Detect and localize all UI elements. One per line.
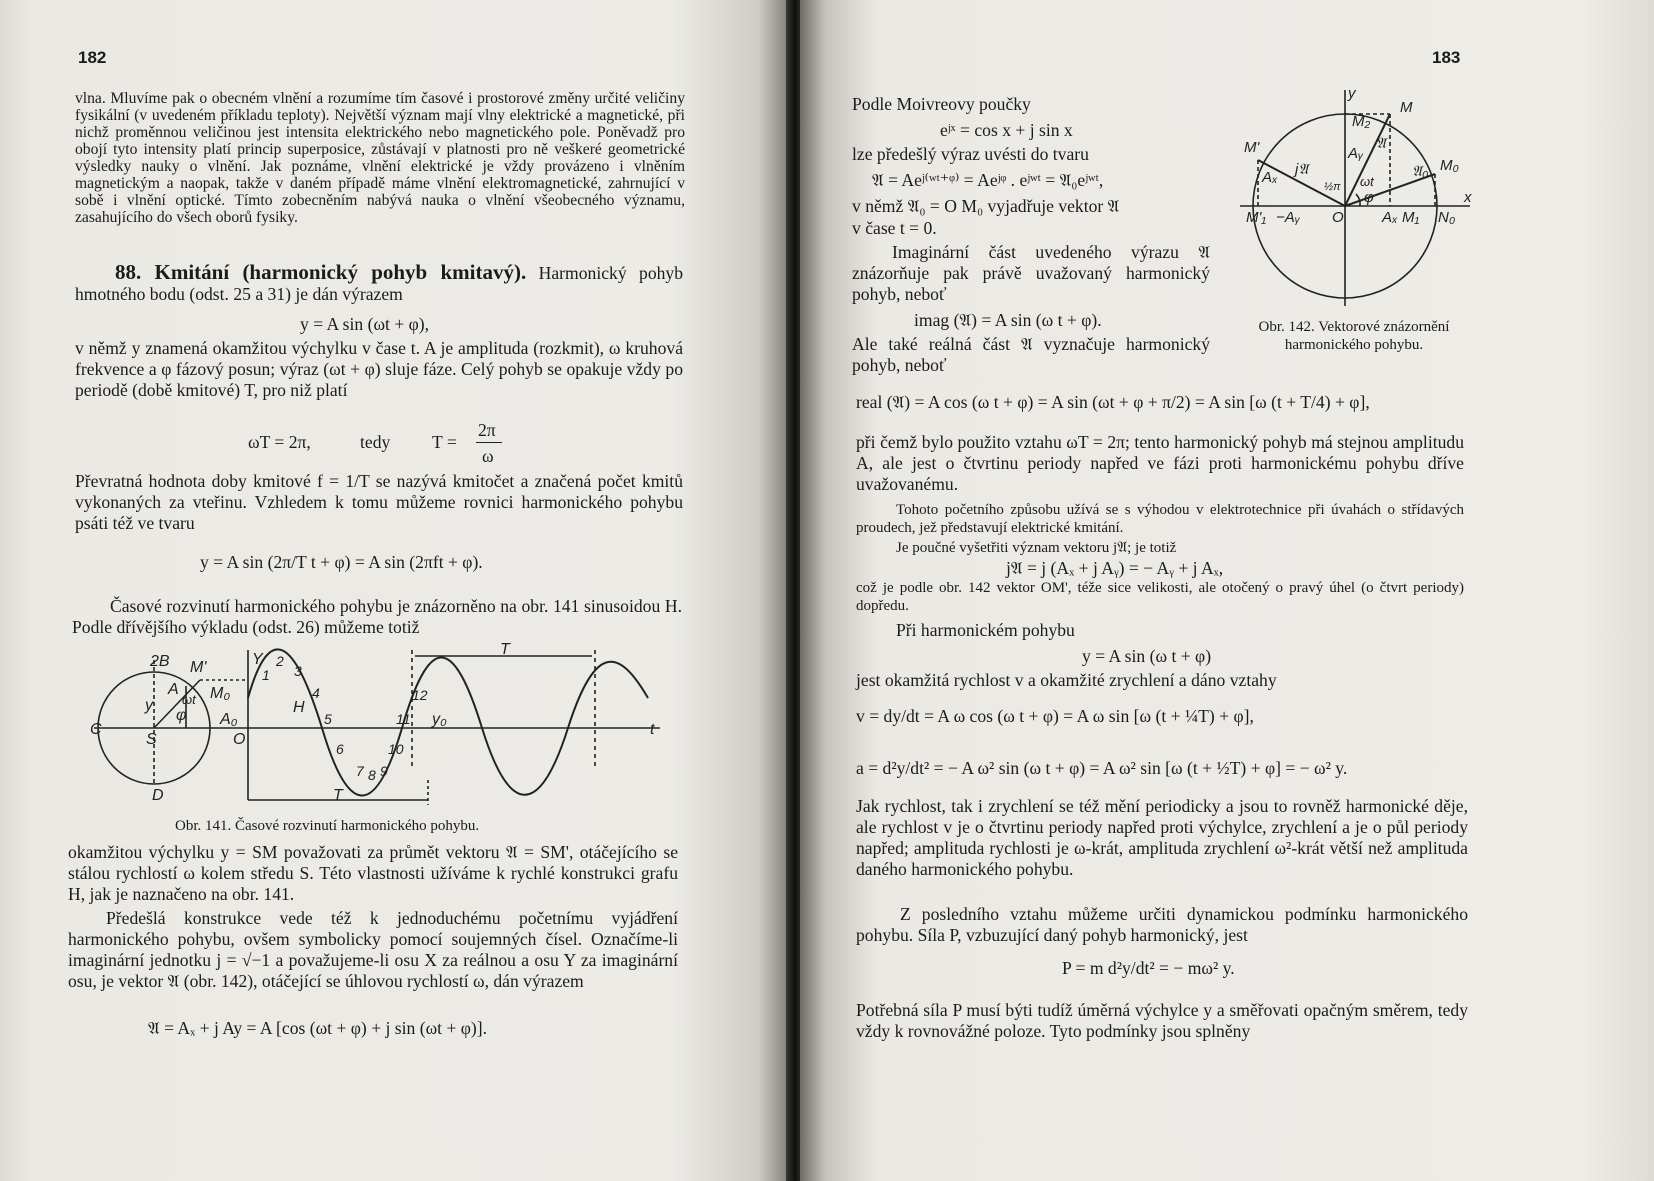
- line-2: lze předešlý výraz uvésti do tvaru: [852, 144, 1089, 164]
- equation-4: 𝔄 = Aₓ + j Ay = A [cos (ωt + φ) + j sin (ωt + φ)].: [148, 1018, 488, 1038]
- label-M1: M': [190, 659, 207, 676]
- figure-142-caption: Obr. 142. Vektorové znázornění harmonického pohybu.: [1258, 319, 1450, 353]
- paragraph-5: okamžitou výchylku y = SM považovati za průmět vektoru 𝔄 = SM', otáčejícího se stálou rychlostí ω kolem středu S. Této vlastnosti užíváme k rychlé konstrukci grafu H, jak je naznačeno na obr. 141.: [68, 842, 678, 904]
- label-C: C: [90, 721, 102, 738]
- label-M2: M₂: [1352, 113, 1371, 130]
- label-M0: M₀: [1440, 157, 1459, 174]
- paragraph-9: Jak rychlost, tak i zrychlení se též mění periodicky a jsou to rovněž harmonické děje, ale rychlost v je o čtvrtinu periody napřed proti výchylce, zrychlení a je o půl periody napřed; amplituda rychlosti je ω-krát, amplituda zrychlení ω²-krát větší než amplituda daného harmonického pohybu.: [856, 796, 1468, 879]
- label-phi: φ: [1364, 189, 1374, 206]
- label-A0: 𝔄₀: [1412, 163, 1429, 180]
- label-M0: M₀: [210, 685, 231, 702]
- equation-real: real (𝔄) = A cos (ω t + φ) = A sin (ωt + φ + π/2) = A sin [ω (t + T/4) + φ],: [856, 392, 1370, 412]
- paragraph-11: Potřebná síla P musí býti tudíž úměrná výchylce y a směřovati opačným směrem, tedy vždy k rovnovážné poloze. Tyto podmínky jsou splněny: [856, 1000, 1468, 1041]
- line-5: Imaginární část uvedeného výrazu 𝔄 znázorňuje pak právě uvažovaný harmonický pohyb, neboť: [852, 242, 1210, 304]
- tick-number: 11: [396, 711, 411, 727]
- label-A: 𝔄: [1376, 135, 1386, 152]
- tick-number: 12: [412, 687, 428, 703]
- line-6: Ale také reálná část 𝔄 vyznačuje harmonický pohyb, neboť: [852, 334, 1210, 375]
- paragraph-4: Časové rozvinutí harmonického pohybu je znázorněno na obr. 141 sinusoidou H. Podle dřívějšího výkladu (odst. 26) můžeme totiž: [72, 596, 682, 637]
- sinusoid-h: [248, 649, 648, 795]
- figure-141: [90, 640, 690, 820]
- tick-number: 2: [276, 653, 284, 669]
- left-page: [0, 0, 790, 1181]
- tick-number: 3: [294, 663, 302, 679]
- section-88: [75, 262, 683, 305]
- label-H: H: [293, 699, 305, 716]
- paragraph-3: Převratná hodnota doby kmitové f = 1/T se nazývá kmitočet a značená počet kmitů vykonaných za vteřinu. Vzhledem k tomu můžeme rovnici harmonického pohybu psáti též ve tvaru: [75, 471, 683, 533]
- tick-number: 6: [336, 741, 344, 757]
- paragraph-6: Předešlá konstrukce vede též k jednoduchému početnímu vyjádření harmonického pohybu, ovšem symbolicky pomocí soujemných čísel. Označíme-li imaginární jednotku j = √−1 a považujeme-li osu X za reálnou a osu Y za imaginární osu, je vektor 𝔄 (obr. 142), otáčející se úhlovou rychlostí ω, dán výrazem: [68, 908, 678, 991]
- line-4: v čase t = 0.: [852, 218, 937, 238]
- fraction-bar: [476, 442, 502, 443]
- label-D: D: [152, 787, 164, 804]
- label-A: A: [168, 681, 179, 698]
- label-Ax: Aₓ: [1262, 169, 1278, 186]
- label-negAy: −Aᵧ: [1276, 209, 1301, 226]
- label-Ax2: Aₓ: [1382, 209, 1398, 226]
- label-t: t: [650, 721, 655, 738]
- small-paragraph-1: Tohoto početního způsobu užívá se s výhodou v elektrotechnice při úvahách o střídavých proudech, jež představují elektrické kmitání.: [856, 502, 1464, 536]
- label-O: O: [1332, 209, 1344, 226]
- label-T-bottom: T: [333, 787, 343, 804]
- tick-number: 7: [356, 763, 364, 779]
- label-x: x: [1464, 189, 1472, 206]
- section-heading: 88. Kmitání (harmonický pohyb kmitavý).: [115, 260, 527, 284]
- small-paragraph-2: Je poučné vyšetřiti význam vektoru j𝔄; je totiž: [896, 540, 1177, 556]
- label-A0: A₀: [220, 711, 238, 728]
- equation-jA: j𝔄 = j (Aₓ + j Aᵧ) = − Aᵧ + j Aₓ,: [1006, 558, 1224, 578]
- equation-2b-den: ω: [482, 446, 494, 466]
- equation-2b-lhs: T =: [432, 432, 457, 452]
- tick-number: 5: [324, 711, 332, 727]
- equation-2b-num: 2π: [478, 420, 496, 440]
- paragraph-2: v němž y znamená okamžitou výchylku v čase t. A je amplituda (rozkmit), ω kruhová frekvence a φ fázový posun; výraz (ωt + φ) sluje fáze. Celý pohyb se opakuje vždy po periodě (době kmitové) T, pro niž platí: [75, 338, 683, 400]
- label-B: 2B: [150, 653, 170, 670]
- page-number: 183: [1432, 48, 1461, 67]
- label-T-top: T: [500, 641, 510, 658]
- label-Ay: Aᵧ: [1348, 145, 1364, 162]
- label-y: y: [145, 697, 153, 714]
- tick-number: 8: [368, 767, 376, 783]
- equation-1: y = A sin (ωt + φ),: [300, 314, 430, 334]
- label-M: M: [1400, 99, 1413, 116]
- label-N0: N₀: [1438, 209, 1456, 226]
- paragraph-7: při čemž bylo použito vztahu ωT = 2π; tento harmonický pohyb má stejnou amplitudu A, ale jest o čtvrtinu periody napřed ve fázi proti harmonickému pohybu dříve uvažovanému.: [856, 432, 1464, 494]
- label-jA: j𝔄: [1295, 161, 1309, 178]
- equation-acceleration: a = d²y/dt² = − A ω² sin (ω t + φ) = A ω² sin [ω (t + ½T) + φ] = − ω² y.: [856, 758, 1348, 778]
- equation-exp: 𝔄 = Aeʲ⁽ʷᵗ⁺ᵠ⁾ = Aeʲᵠ . eʲʷᵗ = 𝔄₀eʲʷᵗ,: [872, 170, 1104, 190]
- right-page: [800, 0, 1654, 1181]
- paragraph-10: Z posledního vztahu můžeme určiti dynamickou podmínku harmonického pohybu. Síla P, vzbuzující daný pohyb harmonický, jest: [856, 904, 1468, 945]
- line-3: v němž 𝔄₀ = O M₀ vyjadřuje vektor 𝔄: [852, 196, 1120, 216]
- label-y0: y₀: [432, 711, 447, 728]
- label-O: O: [233, 731, 246, 748]
- label-S: S: [146, 731, 157, 748]
- equation-y: y = A sin (ω t + φ): [1082, 646, 1212, 666]
- equation-imag: imag (𝔄) = A sin (ω t + φ).: [914, 310, 1102, 330]
- equation-velocity: v = dy/dt = A ω cos (ω t + φ) = A ω sin [ω (t + ¼T) + φ],: [856, 706, 1254, 726]
- line-8: Při harmonickém pohybu: [896, 620, 1075, 640]
- label-M1: M': [1244, 139, 1260, 156]
- section-start: Harmonický pohyb hmotného bodu (odst. 25 a 31) je dán výrazem: [75, 263, 684, 304]
- equation-2a: ωT = 2π,: [248, 432, 311, 452]
- label-phi: φ: [176, 707, 187, 724]
- figure-141-caption: Obr. 141. Časové rozvinutí harmonického pohybu.: [175, 818, 480, 834]
- label-M1c: M'₁: [1246, 209, 1267, 226]
- equation-3: y = A sin (2π/T t + φ) = A sin (2πft + φ).: [200, 552, 483, 572]
- equation-2-tedy: tedy: [360, 432, 391, 452]
- equation-force: P = m d²y/dt² = − mω² y.: [1062, 958, 1235, 978]
- tick-number: 1: [262, 667, 270, 683]
- label-y: y: [1348, 86, 1356, 102]
- tick-number: 9: [380, 763, 388, 779]
- small-paragraph-3: což je podle obr. 142 vektor OM', téže sice velikosti, ale otočený o pravý úhel (o čtvrt periody) dopředu.: [856, 580, 1464, 614]
- equation-euler: eʲˣ = cos x + j sin x: [940, 120, 1073, 140]
- moivre-line: Podle Moivreovy poučky: [852, 94, 1031, 114]
- figure-142: [1240, 86, 1475, 316]
- intro-paragraph: vlna. Mluvíme pak o obecném vlnění a rozumíme tím časové i prostorové změny určité veličiny fysikální (v uvedeném příkladu teploty). Největší význam mají vlny elektrické a magnetické, při nichž proměnnou veličinou jest intensita elektrického nebo magnetického pole. Poněvadž pro obojí tyto intensity platí princip superposice, zůstávají v platnosti pro ně veškeré geometrické výsledky nauky o vlnění. Jak poznáme, vlnění elektrické je vždy provázeno i vlněním magnetickým a naopak, takže v daném případě máme vlnění elektromagnetické, zahrnující v sobě i vlnění optické. Tímto zobecněním nabývá nauka o vlnění všeobecného významu, zasahujícího do všech oborů fysiky.: [75, 90, 685, 226]
- label-half-pi: ½π: [1324, 181, 1341, 193]
- label-Y: Y: [252, 651, 263, 668]
- tick-number: 4: [312, 685, 320, 701]
- label-wt: ωt: [182, 692, 196, 707]
- page-number: 182: [78, 48, 107, 67]
- tick-number: 10: [388, 741, 404, 757]
- label-wt: ωt: [1360, 174, 1374, 189]
- label-M1b: M₁: [1402, 209, 1420, 226]
- line-9: jest okamžitá rychlost v a okamžité zrychlení a dáno vztahy: [856, 670, 1277, 690]
